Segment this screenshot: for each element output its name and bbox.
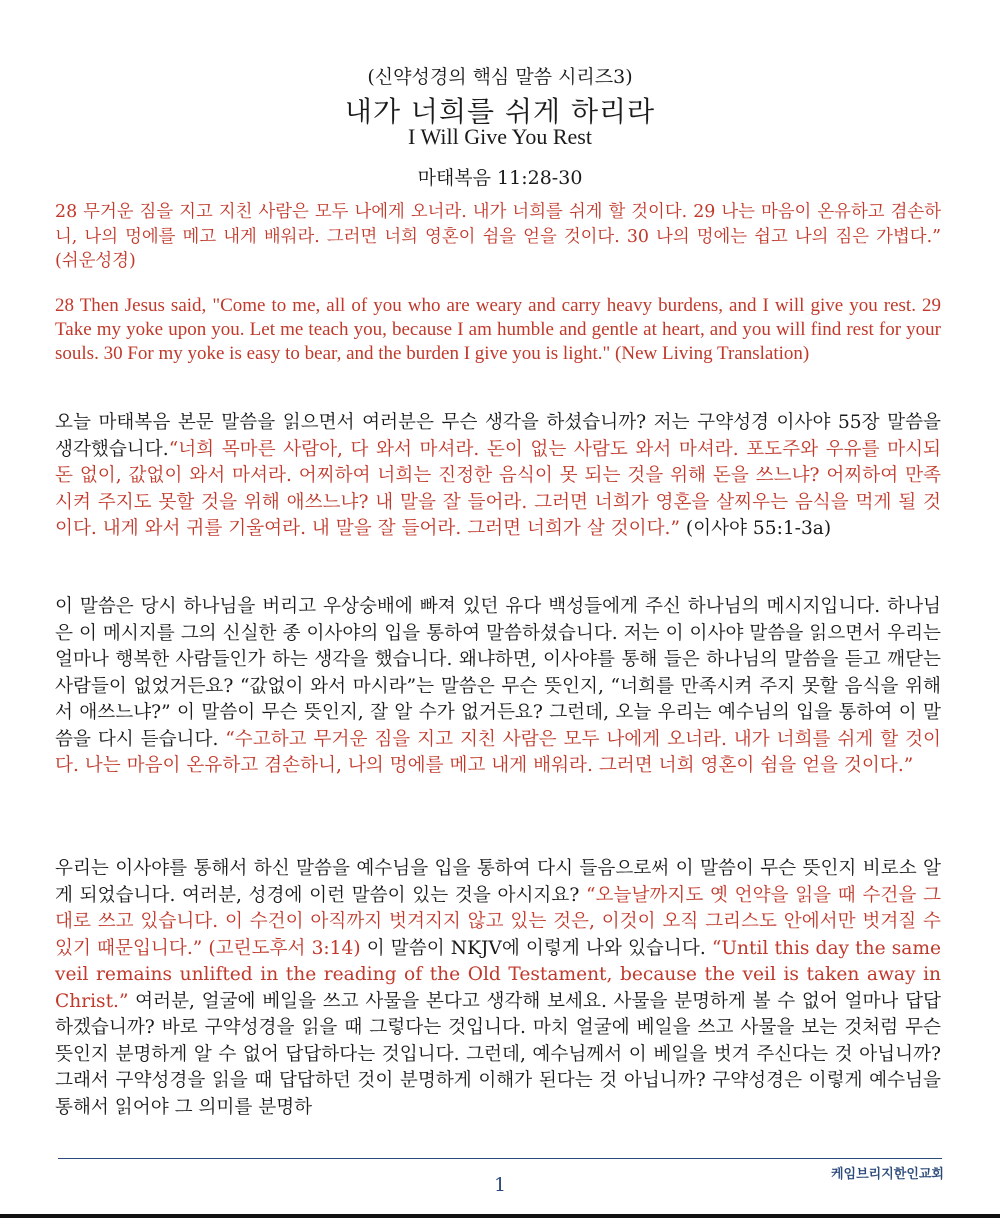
paragraph-3-text-3: 여러분, 얼굴에 베일을 쓰고 사물을 본다고 생각해 보세요. 사물을 분명하게 볼 수 없어 얼마나 답답하겠습니까? 바로 구약성경을 읽을 때 그렇다는 것입니다. 마치 얼굴에 베일을 쓰고 사물을 보는 것처럼 무슨 뜻인지 분명하게 알 수 없어 답답하다는 것입니다. 그런데, 예수님께서 이 베일을 벗겨 주신다는 것 아닙니까? 그래서 구약성경을 읽을 때 답답하던 것이 분명하게 이해가 된다는 것 아닙니까? 구약성경은 이렇게 예수님을 통해서 읽어야 그 의미를 분명하 xyxy=(55,990,941,1118)
scripture-english: 28 Then Jesus said, "Come to me, all of you who are weary and carry heavy burdens, and I will give you rest. 29 Take my yoke upon you. Let me teach you, because I am humble and gentle at heart, and you will find rest for your souls. 30 For my yoke is easy to bear, and the burden I give you is light." (New Living Translation) xyxy=(55,295,941,364)
sermon-title: 내가 너희를 쉬게 하리라 xyxy=(344,95,656,128)
scripture-korean: 28 무거운 짐을 지고 지친 사람은 모두 나에게 오너라. 내가 너희를 쉬게 할 것이다. 29 나는 마음이 온유하고 겸손하니, 나의 멍에를 메고 내게 배워라. 그러면 너희 영혼이 쉼을 얻을 것이다. 30 나의 멍에는 쉽고 나의 짐은 가볍다.” (쉬운성경) xyxy=(55,202,941,271)
paragraph-2-text: 이 말씀은 당시 하나님을 버리고 우상숭배에 빠져 있던 유다 백성들에게 주신 하나님의 메시지입니다. 하나님은 이 메시지를 그의 신실한 종 이사야의 입을 통하여 말씀하셨습니다. 저는 이 이사야 말씀을 읽으면서 우리는 얼마나 행복한 사람들인가 하는 생각을 했습니다. 왜냐하면, 이사야를 통해 들은 하나님의 말씀을 듣고 깨닫는 사람들이 없었거든요? “값없이 와서 마시라”는 말씀은 무슨 뜻인지, “너희를 만족시켜 주지 못할 음식을 위해서 애쓰느냐?” 이 말씀이 무슨 뜻인지, 잘 알 수가 없거든요? 그런데, 오늘 우리는 예수님의 입을 통하여 이 말씀을 다시 듣습니다. xyxy=(55,596,941,750)
series-label: (신약성경의 핵심 말씀 시리즈3) xyxy=(367,66,633,88)
paragraph-1-text: 오늘 마태복음 본문 말씀을 읽으면서 여러분은 무슨 생각을 하셨습니까? 저는 구약성경 이사야 55장 말씀을 생각했습니다. xyxy=(55,412,941,460)
paragraph-3-quote-1: “오늘날까지도 옛 언약을 읽을 때 수건을 그대로 쓰고 있습니다. 이 수건이 아직까지 벗겨지지 않고 있는 것은, 이것이 오직 그리스도 안에서만 벗겨질 수 있기 때문입니다.” (고린도후서 3:14) xyxy=(55,884,941,959)
paragraph-3-text-2: 이 말씀이 NKJV에 이렇게 나와 있습니다. xyxy=(360,937,706,959)
sermon-subtitle: I Will Give You Rest xyxy=(408,124,592,149)
paragraph-1-quote: “너희 목마른 사람아, 다 와서 마셔라. 돈이 없는 사람도 와서 마셔라. 포도주와 우유를 마시되 돈 없이, 값없이 와서 마셔라. 어찌하여 너희는 진정한 음식이 못 되는 것을 위해 돈을 쓰느냐? 어찌하여 만족시켜 주지도 못할 것을 위해 애쓰느냐? 내 말을 잘 들어라. 그러면 너희가 영혼을 살찌우는 음식을 먹게 될 것이다. 내게 와서 귀를 기울여라. 내 말을 잘 들어라. 그러면 너희가 살 것이다.” xyxy=(55,438,941,539)
scripture-reference: 마태복음 11:28-30 xyxy=(417,167,583,189)
paragraph-1 xyxy=(55,410,941,543)
page-number: 1 xyxy=(493,1174,507,1196)
footer-divider xyxy=(58,1158,942,1159)
paragraph-3 xyxy=(55,856,941,1121)
paragraph-2 xyxy=(55,594,941,780)
paragraph-2-quote: “수고하고 무거운 짐을 지고 지친 사람은 모두 나에게 오너라. 내가 너희를 쉬게 할 것이다. 나는 마음이 온유하고 겸손하니, 나의 멍에를 메고 내게 배워라. 그러면 너희 영혼이 쉼을 얻을 것이다.” xyxy=(55,728,941,776)
paragraph-3-text: 우리는 이사야를 통해서 하신 말씀을 예수님을 입을 통하여 다시 들음으로써 이 말씀이 무슨 뜻인지 비로소 알게 되었습니다. 여러분, 성경에 이런 말씀이 있는 것을 아시지요? xyxy=(55,858,941,906)
church-name: 케임브리지한인교회 xyxy=(830,1167,944,1182)
paragraph-3-quote-2: “Until this day the same veil remains unlifted in the reading of the Old Testament, because the veil is taken away in Christ.” xyxy=(55,937,941,1012)
page-bottom-border xyxy=(0,1214,1000,1218)
paragraph-1-citation: (이사야 55:1-3a) xyxy=(679,518,832,539)
